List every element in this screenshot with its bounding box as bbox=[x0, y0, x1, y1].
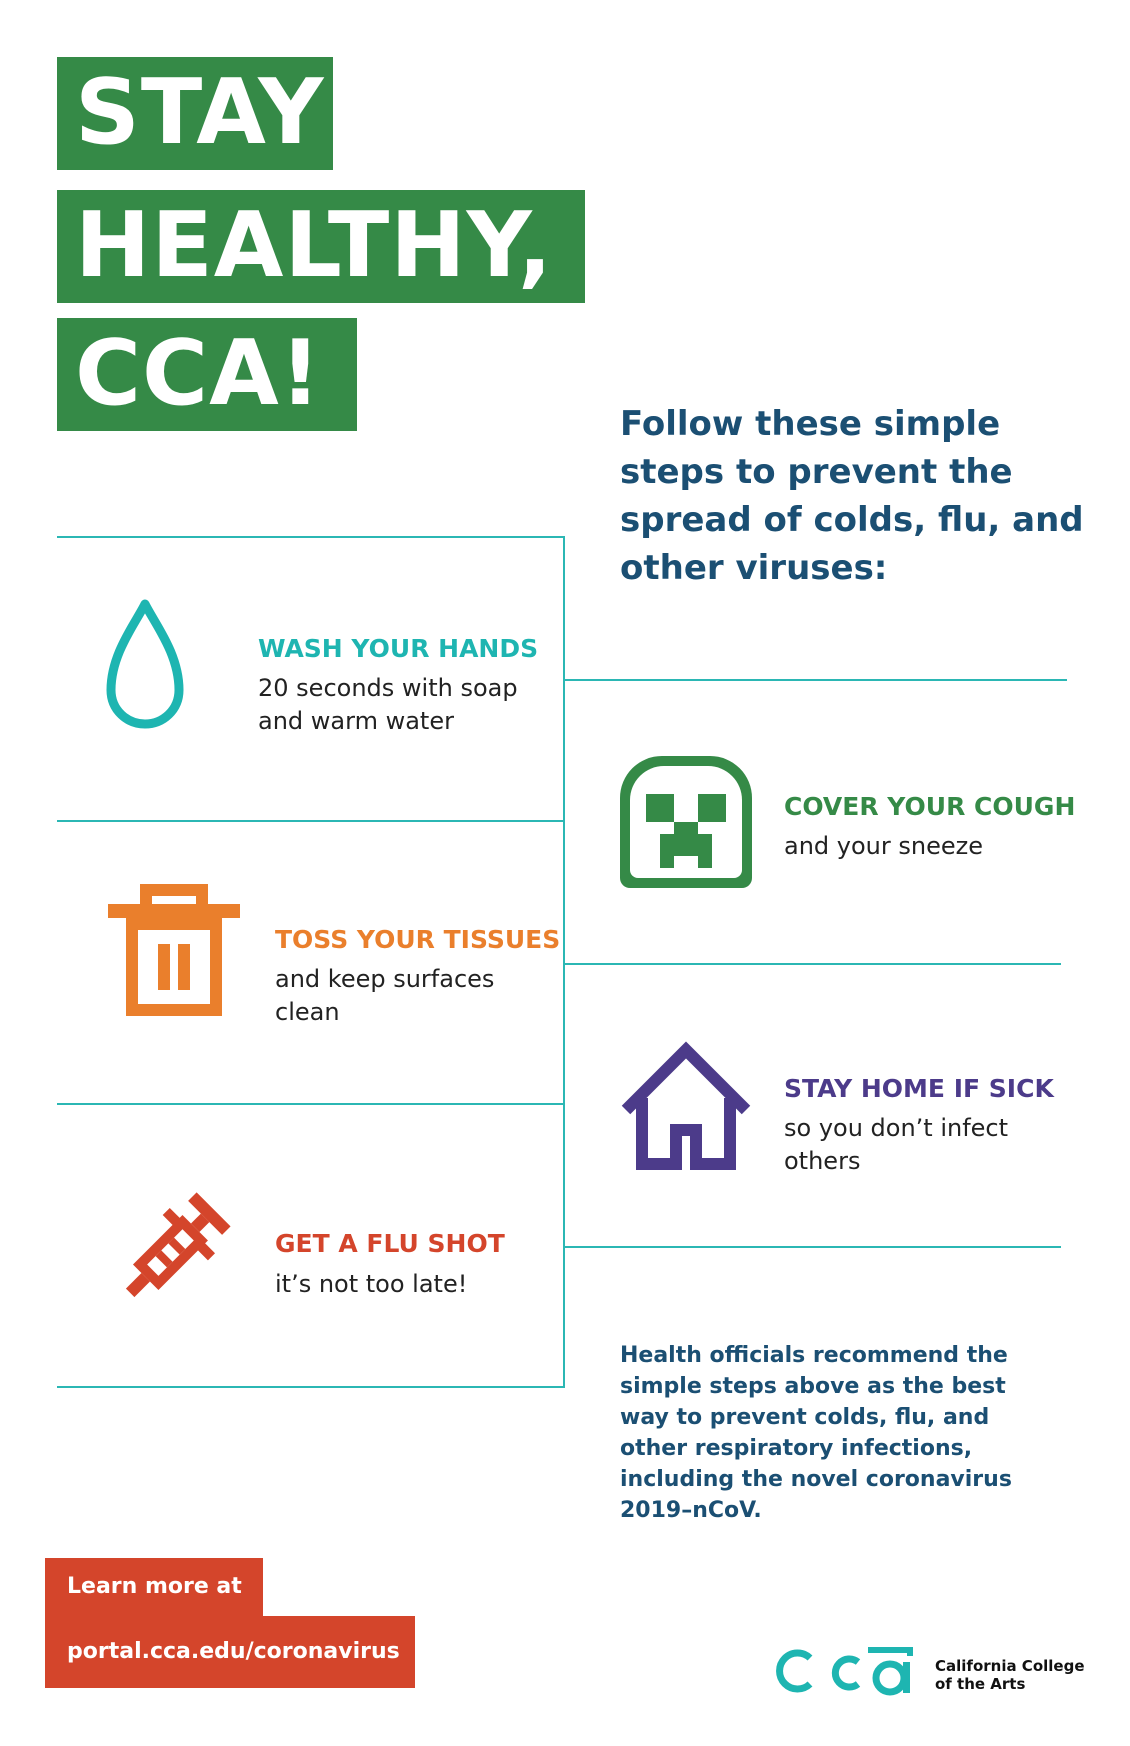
syringe-icon bbox=[108, 1185, 240, 1313]
house-icon bbox=[620, 1040, 752, 1170]
health-officials-note: Health officials recommend the simple steps above as the best way to prevent colds, flu, and other respiratory infections, including the novel coronavirus 2019–nCoV. bbox=[620, 1343, 1012, 1523]
cca-name-line-1: California College bbox=[935, 1657, 1085, 1675]
intro-text: Follow these simple steps to prevent the spread of colds, flu, and other viruses: bbox=[620, 404, 1084, 588]
title-line-2: HEALTHY, bbox=[57, 190, 585, 303]
tip-title-cough: COVER YOUR COUGH bbox=[784, 792, 1076, 821]
divider-left-3 bbox=[57, 1103, 565, 1105]
divider-left-2 bbox=[57, 820, 565, 822]
divider-right-1 bbox=[565, 679, 1067, 681]
tip-text-home: so you don’t infect others bbox=[784, 1114, 1009, 1175]
learn-more-label: Learn more at bbox=[45, 1558, 263, 1616]
title-line-1: STAY bbox=[57, 57, 333, 170]
cca-logo-mark bbox=[770, 1640, 920, 1700]
tip-text-tissues: and keep surfaces clean bbox=[275, 965, 495, 1026]
cca-logo bbox=[770, 1640, 920, 1700]
cca-name-line-2: of the Arts bbox=[935, 1675, 1026, 1693]
tip-text-wash: 20 seconds with soap and warm water bbox=[258, 674, 518, 735]
tip-title-flu: GET A FLU SHOT bbox=[275, 1229, 505, 1258]
divider-left-1 bbox=[57, 536, 565, 538]
divider-vertical bbox=[563, 536, 565, 1388]
trash-can-icon bbox=[108, 884, 240, 1016]
title-line-3: CCA! bbox=[57, 318, 357, 431]
tip-text-flu: it’s not too late! bbox=[275, 1270, 468, 1298]
face-mask-icon bbox=[620, 756, 752, 888]
learn-more-link[interactable]: portal.cca.edu/coronavirus bbox=[45, 1616, 415, 1688]
water-drop-icon bbox=[105, 598, 185, 730]
tip-title-tissues: TOSS YOUR TISSUES bbox=[275, 925, 561, 954]
divider-right-2 bbox=[565, 963, 1061, 965]
cca-institution-name bbox=[935, 1657, 1085, 1693]
tip-text-cough: and your sneeze bbox=[784, 832, 983, 860]
divider-left-4 bbox=[57, 1386, 565, 1388]
divider-right-3 bbox=[565, 1246, 1061, 1248]
tip-title-wash: WASH YOUR HANDS bbox=[258, 634, 539, 663]
tip-title-home: STAY HOME IF SICK bbox=[784, 1074, 1054, 1103]
